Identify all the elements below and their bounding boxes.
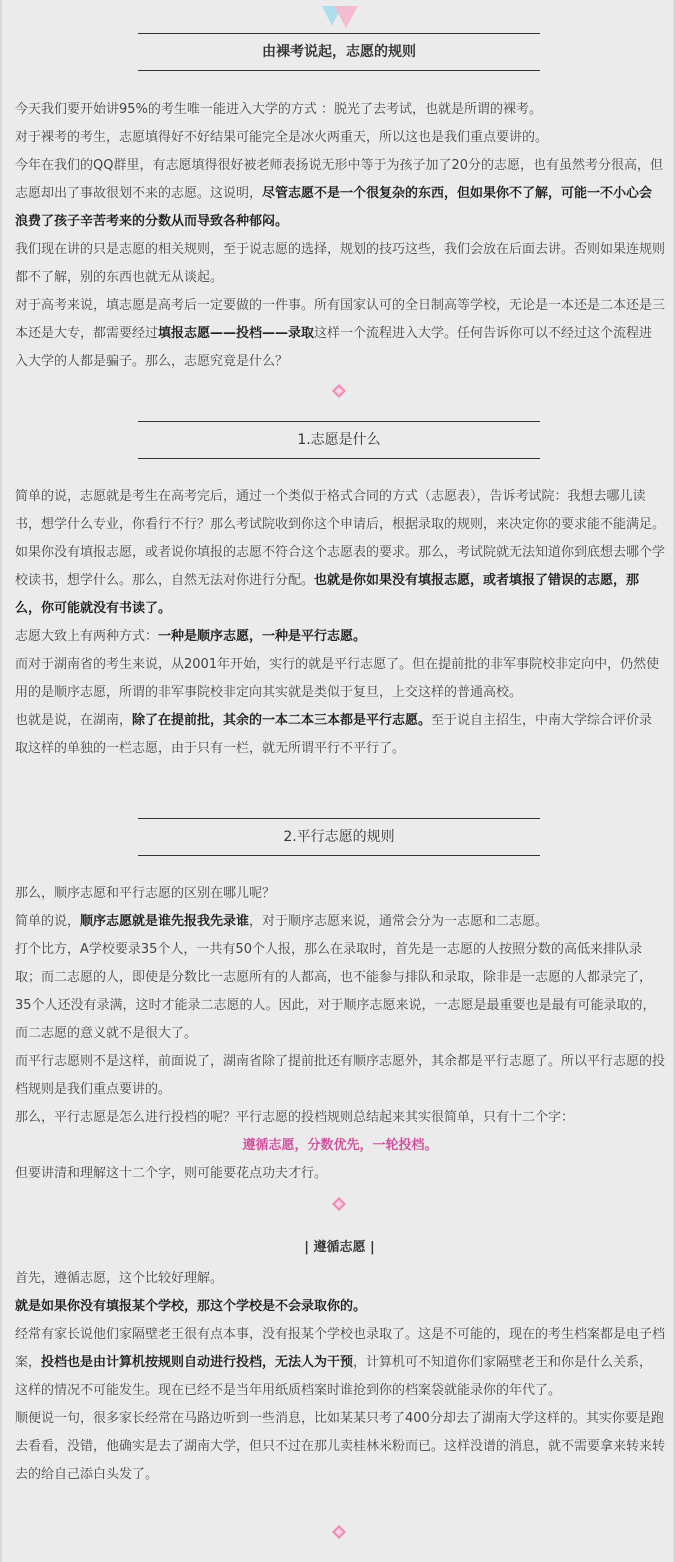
paragraph: 经常有家长说他们家隔壁老王很有点本事，没有报某个学校也录取了。这是不可能的，现在的考生档案都是电子档案，投档也是由计算机按规则自动进行投档，无法人为干预，计算机可不知道你们家隔壁老王和你是什么关系，这样的情况不可能发生。现在已经不是当年用纸质档案时谁抢到你的档案袋就能录你的年代了。 — [15, 1327, 666, 1398]
paragraph: 打个比方，A学校要录35个人，一共有50个人报，那么在录取时，首先是一志愿的人按照分数的高低来排队录取；而二志愿的人，即使是分数比一志愿所有的人都高，也不能参与排队和录取，除非是一志愿的人都录完了，35个人还没有录满，这时才能录二志愿的人。因此，对于顺序志愿来说，一志愿是最重要也是最有可能录取的，而二志愿的意义就不是很大了。 — [15, 942, 656, 1041]
diamond-divider-icon — [331, 383, 347, 399]
paragraph: 但要讲清和理解这十二个字，则可能要花点功夫才行。 — [15, 1166, 328, 1181]
paragraph: 那么，顺序志愿和平行志愿的区别在哪儿呢？ — [15, 886, 276, 901]
highlight-rule: 遵循志愿，分数优先，一轮投档。 — [242, 1138, 438, 1153]
section-heading-2: 1.志愿是什么 — [138, 421, 540, 459]
paragraph: 首先，遵循志愿，这个比较好理解。 — [15, 1271, 224, 1286]
paragraph: 也就是说，在湖南，除了在提前批，其余的一本二本三本都是平行志愿。至于说自主招生，中南大学综合评价录取这样的单独的一栏志愿，由于只有一栏，就无所谓平行不平行了。 — [15, 713, 653, 756]
paragraph: 顺便说一句，很多家长经常在马路边听到一些消息，比如某某只考了400分却去了湖南大学这样的。其实你要是跑去看看，没错，他确实是去了湖南大学，但只不过在那儿卖桂林米粉而已。这样没谱的消息，就不需要拿来转来转去的给自己添白头发了。 — [15, 1411, 666, 1482]
paragraph: 简单的说，志愿就是考生在高考完后，通过一个类似于格式合同的方式（志愿表），告诉考试院：我想去哪儿读书，想学什么专业，你看行不行？那么考试院收到你这个申请后，根据录取的规则，来决定你的要求能不能满足。 — [15, 489, 666, 532]
section-heading-3: 2.平行志愿的规则 — [138, 818, 540, 856]
paragraph: 今天我们要开始讲95%的考生唯一能进入大学的方式 ：脱光了去考试，也就是所谓的裸考。 — [15, 102, 543, 117]
subsection-title: | 遵循志愿 | — [304, 1240, 375, 1255]
paragraph: 如果你没有填报志愿，或者说你填报的志愿不符合这个志愿表的要求。那么，考试院就无法知道你到底想去哪个学校读书，想学什么。那么，自然无法对你进行分配。也就是你如果没有填报志愿，或者填报了错误的志愿，那么，你可能就没有书读了。 — [15, 545, 666, 616]
paragraph: 就是如果你没有填报某个学校，那这个学校是不会录取你的。 — [15, 1299, 367, 1314]
diamond-divider-icon — [331, 1524, 347, 1540]
paragraph: 那么，平行志愿是怎么进行投档的呢？平行志愿的投档规则总结起来其实很简单，只有十二个字： — [15, 1110, 575, 1125]
diamond-divider-icon — [331, 1196, 347, 1212]
paragraph: 简单的说，顺序志愿就是谁先报我先录谁，对于顺序志愿来说，通常会分为一志愿和二志愿。 — [15, 914, 549, 929]
section-3-body — [15, 880, 665, 1188]
section-2-body — [15, 483, 665, 763]
decorative-triangles-icon — [320, 4, 360, 30]
paragraph: 而平行志愿则不是这样，前面说了，湖南省除了提前批还有顺序志愿外，其余都是平行志愿了。所以平行志愿的投档规则是我们重点要讲的。 — [15, 1054, 666, 1097]
paragraph: 而对于湖南省的考生来说，从2001年开始，实行的就是平行志愿了。但在提前批的非军事院校非定向中，仍然使用的是顺序志愿，所谓的非军事院校非定向其实就是类似于复旦，上交这样的普通高校。 — [15, 657, 660, 700]
paragraph: 我们现在讲的只是志愿的相关规则，至于说志愿的选择，规划的技巧这些，我们会放在后面去讲。否则如果连规则都不了解，别的东西也就无从谈起。 — [15, 242, 666, 285]
section-1-body — [15, 96, 665, 376]
paragraph: 对于裸考的考生，志愿填得好不好结果可能完全是冰火两重天，所以这也是我们重点要讲的。 — [15, 130, 549, 145]
paragraph: 对于高考来说，填志愿是高考后一定要做的一件事。所有国家认可的全日制高等学校，无论是一本还是二本还是三本还是大专，都需要经过填报志愿——投档——录取这样一个流程进入大学。任何告诉你可以不经过这个流程进入大学的人都是骗子。那么，志愿究竟是什么？ — [15, 298, 666, 369]
paragraph: 志愿大致上有两种方式：一种是顺序志愿，一种是平行志愿。 — [15, 629, 367, 644]
section-heading-1: 由裸考说起，志愿的规则 — [138, 33, 540, 71]
paragraph: 今年在我们的QQ群里，有志愿填得很好被老师表扬说无形中等于为孩子加了20分的志愿，也有虽然考分很高，但志愿却出了事故很划不来的志愿。这说明，尽管志愿不是一个很复杂的东西，但如果你不了解，可能一不小心会浪费了孩子辛苦考来的分数从而导致各种郁闷。 — [15, 158, 664, 229]
section-4-body — [15, 1265, 665, 1489]
